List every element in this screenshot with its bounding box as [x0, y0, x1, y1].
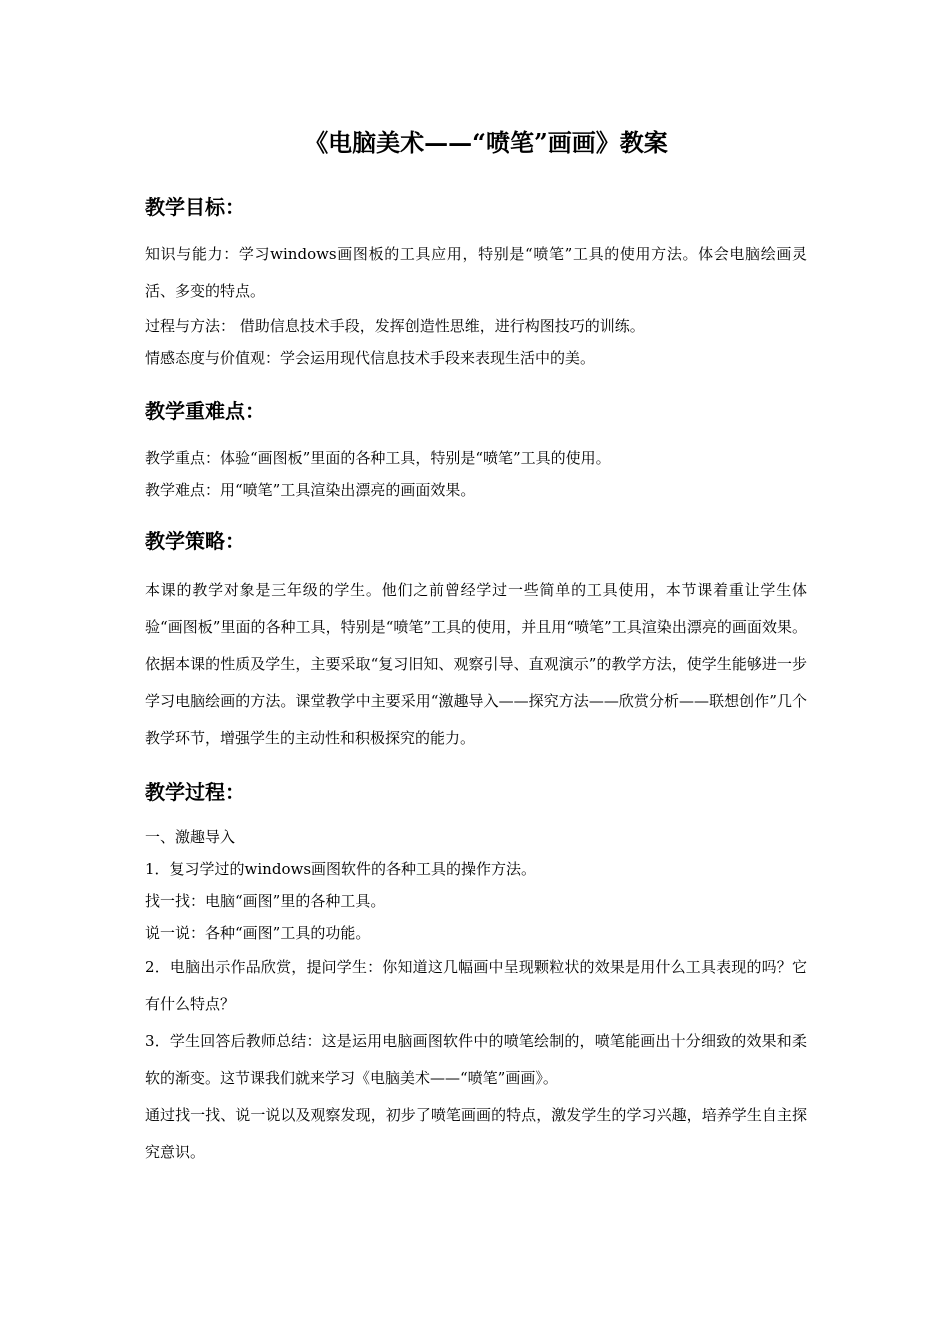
document-title: 《电脑美术——“喷笔”画画》教案 — [304, 128, 668, 157]
section-heading-keypoints: 教学重难点： — [145, 399, 265, 423]
process-step-1: 1．复习学过的windows画图软件的各种工具的操作方法。 — [145, 860, 537, 878]
document-page — [145, 118, 807, 1171]
section-heading-strategy: 教学策略： — [145, 529, 245, 553]
strategy-paragraph: 本课的教学对象是三年级的学生。他们之前曾经学过一些简单的工具使用，本节课着重让学生体验“画图板”里面的各种工具，特别是“喷笔”工具的使用，并且用“喷笔”工具渲染出漂亮的画面效果。依据本课的性质及学生，主要采取“复习旧知、观察引导、直观演示”的教学方法，使学生能够进一步学习电脑绘画的方法。课堂教学中主要采用“激趣导入——探究方法——欣赏分析——联想创作”几个教学环节，增强学生的主动性和积极探究的能力。 — [145, 581, 807, 747]
section-heading-goals: 教学目标： — [145, 195, 245, 219]
keypoints-section — [145, 442, 807, 506]
keypoint-focus: 教学重点：体验“画图板”里面的各种工具，特别是“喷笔”工具的使用。 — [145, 449, 611, 467]
process-summary: 通过找一找、说一说以及观察发现，初步了喷笔画画的特点，激发学生的学习兴趣，培养学生自主探究意识。 — [145, 1106, 807, 1161]
process-find: 找一找：电脑“画图”里的各种工具。 — [145, 892, 386, 910]
goal-attitude: 情感态度与价值观：学会运用现代信息技术手段来表现生活中的美。 — [145, 349, 596, 367]
goal-knowledge: 知识与能力：学习windows画图板的工具应用，特别是“喷笔”工具的使用方法。体会电脑绘画灵活、多变的特点。 — [145, 245, 807, 300]
process-say: 说一说：各种“画图”工具的功能。 — [145, 924, 371, 942]
goals-section — [145, 236, 807, 374]
strategy-section — [145, 572, 807, 757]
process-step-intro: 一、激趣导入 — [145, 828, 236, 846]
process-step-3: 3．学生回答后教师总结：这是运用电脑画图软件中的喷笔绘制的，喷笔能画出十分细致的效果和柔软的渐变。这节课我们就来学习《电脑美术——“喷笔”画画》。 — [145, 1032, 807, 1087]
process-step-2: 2．电脑出示作品欣赏，提问学生：你知道这几幅画中呈现颗粒状的效果是用什么工具表现的吗？它有什么特点？ — [145, 958, 807, 1013]
process-section — [145, 821, 807, 1171]
section-heading-process: 教学过程： — [145, 780, 245, 804]
goal-method: 过程与方法： 借助信息技术手段，发挥创造性思维，进行构图技巧的训练。 — [145, 317, 645, 335]
keypoint-difficulty: 教学难点：用“喷笔”工具渲染出漂亮的画面效果。 — [145, 481, 476, 499]
